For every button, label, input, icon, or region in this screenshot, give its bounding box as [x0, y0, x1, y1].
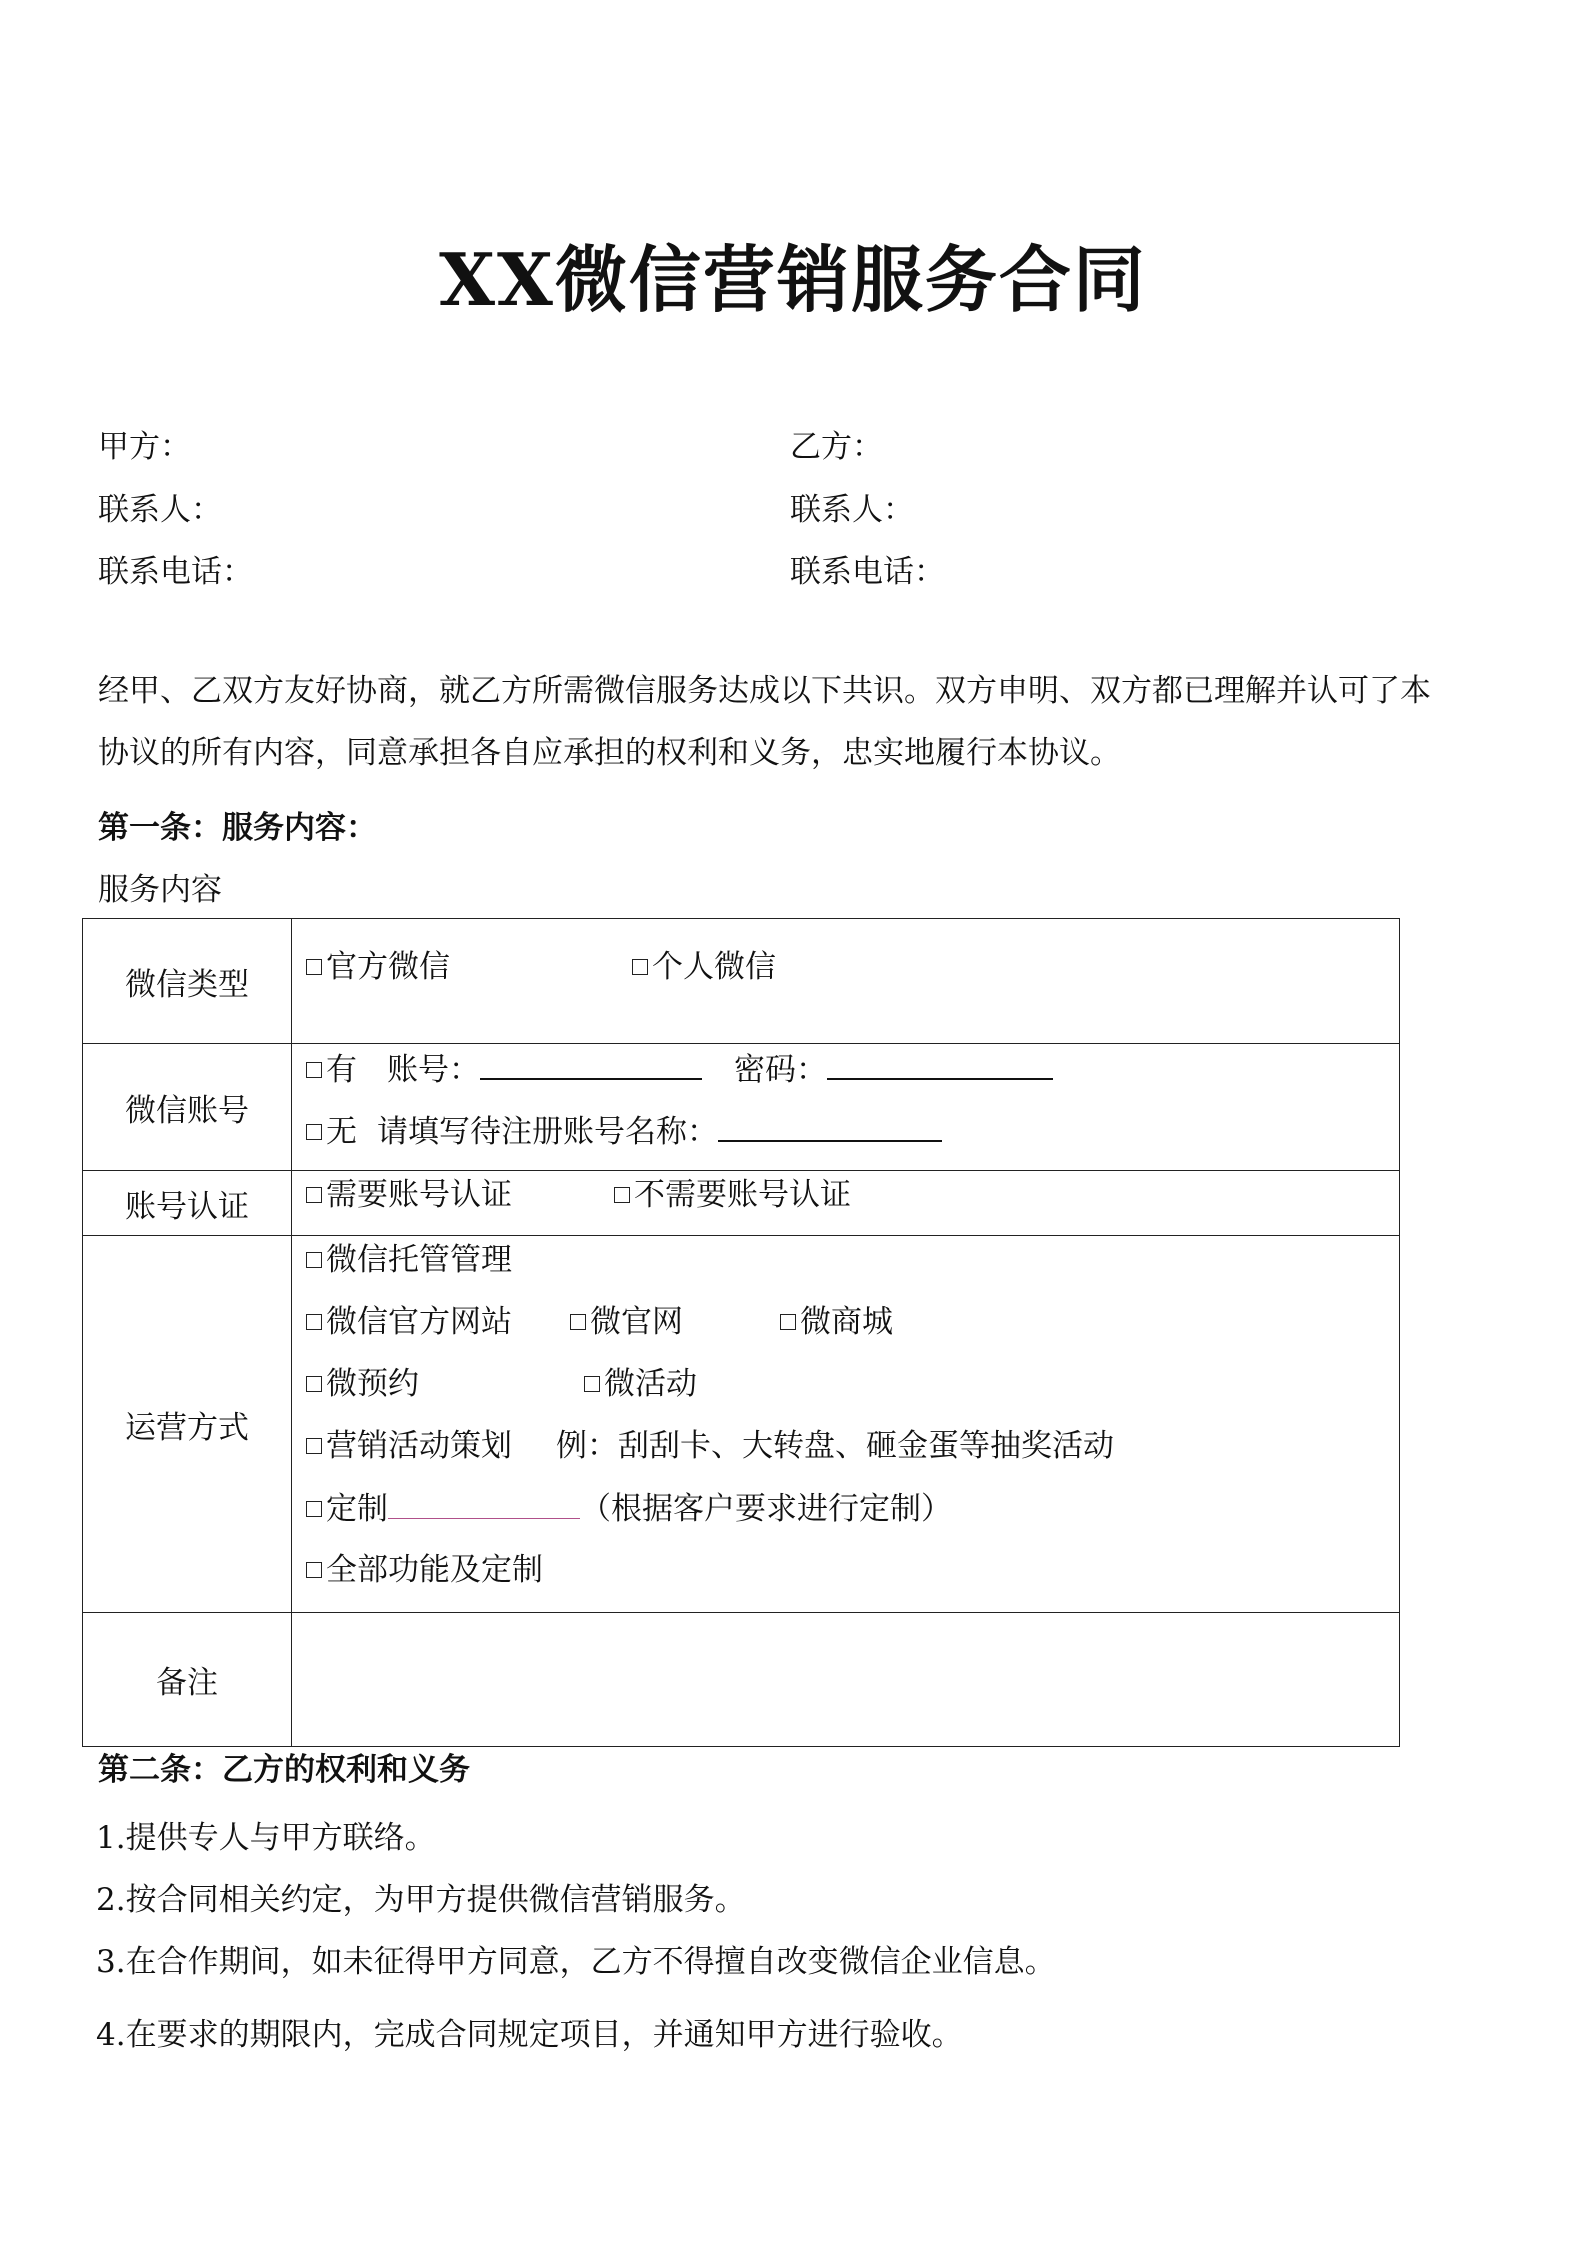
- register-name-blank[interactable]: [718, 1110, 942, 1142]
- checkbox-icon[interactable]: [584, 1376, 600, 1392]
- row-label-wechat-account: 微信账号: [83, 1044, 292, 1171]
- section2-heading: 第二条：乙方的权利和义务: [98, 1752, 470, 1788]
- section1-heading: 第一条：服务内容：: [98, 810, 377, 846]
- checkbox-icon[interactable]: [306, 1501, 322, 1517]
- party-b-phone: 联系电话：: [790, 554, 945, 590]
- service-table: [82, 918, 1400, 1747]
- checkbox-icon[interactable]: [306, 1187, 322, 1203]
- checkbox-icon[interactable]: [306, 1252, 322, 1268]
- row-label-remarks: 备注: [83, 1613, 292, 1747]
- checkbox-icon[interactable]: [306, 1376, 322, 1392]
- row-label-account-verification: 账号认证: [83, 1171, 292, 1236]
- option-has-account[interactable]: 有 账号： 密码：: [306, 1048, 1053, 1090]
- document-title: XX微信营销服务合同: [439, 237, 1147, 322]
- option-official-website[interactable]: 微信官方网站: [306, 1302, 512, 1342]
- table-row: [83, 1171, 1400, 1236]
- row-label-wechat-type: 微信类型: [83, 919, 292, 1044]
- checkbox-icon[interactable]: [306, 1124, 322, 1140]
- section2-item-2: 2.按合同相关约定，为甲方提供微信营销服务。: [96, 1882, 746, 1918]
- custom-blank[interactable]: [388, 1488, 580, 1519]
- option-micro-booking[interactable]: 微预约: [306, 1364, 419, 1404]
- option-wechat-hosting[interactable]: 微信托管管理: [306, 1240, 512, 1280]
- option-official-wechat[interactable]: 官方微信: [306, 947, 450, 987]
- password-blank[interactable]: [827, 1048, 1053, 1080]
- option-all-features[interactable]: 全部功能及定制: [306, 1550, 543, 1590]
- option-no-account[interactable]: 无 请填写待注册账号名称：: [306, 1110, 942, 1152]
- table-row: [83, 1613, 1400, 1747]
- option-no-verification[interactable]: 不需要账号认证: [614, 1175, 851, 1215]
- checkbox-icon[interactable]: [614, 1187, 630, 1203]
- checkbox-icon[interactable]: [570, 1314, 586, 1330]
- option-personal-wechat[interactable]: 个人微信: [632, 947, 776, 987]
- checkbox-icon[interactable]: [306, 1438, 322, 1454]
- checkbox-icon[interactable]: [632, 959, 648, 975]
- table-row: [83, 919, 1400, 1044]
- option-marketing-planning[interactable]: 营销活动策划 例：刮刮卡、大转盘、砸金蛋等抽奖活动: [306, 1426, 1114, 1466]
- option-custom[interactable]: 定制 （根据客户要求进行定制）: [306, 1488, 952, 1529]
- checkbox-icon[interactable]: [306, 1562, 322, 1578]
- party-b-contact: 联系人：: [790, 492, 914, 528]
- marketing-example: 例：刮刮卡、大转盘、砸金蛋等抽奖活动: [556, 1428, 1114, 1464]
- checkbox-icon[interactable]: [780, 1314, 796, 1330]
- section2-item-3: 3.在合作期间，如未征得甲方同意，乙方不得擅自改变微信企业信息。: [96, 1944, 1056, 1980]
- section1-subheading: 服务内容: [98, 872, 222, 908]
- register-label: 请填写待注册账号名称：: [377, 1114, 718, 1150]
- account-label: 账号：: [387, 1052, 480, 1088]
- party-a-phone: 联系电话：: [98, 554, 253, 590]
- option-micro-website[interactable]: 微官网: [570, 1302, 683, 1342]
- option-micro-activity[interactable]: 微活动: [584, 1364, 697, 1404]
- option-micro-mall[interactable]: 微商城: [780, 1302, 893, 1342]
- table-row: [83, 1044, 1400, 1171]
- password-label: 密码：: [734, 1052, 827, 1088]
- custom-note: （根据客户要求进行定制）: [580, 1491, 952, 1527]
- remarks-cell[interactable]: [292, 1613, 1400, 1747]
- table-row: [83, 1236, 1400, 1613]
- section2-item-1: 1.提供专人与甲方联络。: [96, 1820, 436, 1856]
- intro-line-1: 经甲、乙双方友好协商，就乙方所需微信服务达成以下共识。双方申明、双方都已理解并认可了本: [98, 673, 1431, 709]
- row-label-operation-mode: 运营方式: [83, 1236, 292, 1613]
- account-blank[interactable]: [480, 1048, 702, 1080]
- section2-item-4: 4.在要求的期限内，完成合同规定项目，并通知甲方进行验收。: [96, 2017, 963, 2053]
- party-a-name: 甲方：: [98, 429, 191, 465]
- party-b-name: 乙方：: [790, 429, 883, 465]
- checkbox-icon[interactable]: [306, 1062, 322, 1078]
- checkbox-icon[interactable]: [306, 959, 322, 975]
- checkbox-icon[interactable]: [306, 1314, 322, 1330]
- party-a-contact: 联系人：: [98, 492, 222, 528]
- intro-line-2: 协议的所有内容，同意承担各自应承担的权利和义务，忠实地履行本协议。: [98, 735, 1121, 771]
- option-need-verification[interactable]: 需要账号认证: [306, 1175, 512, 1215]
